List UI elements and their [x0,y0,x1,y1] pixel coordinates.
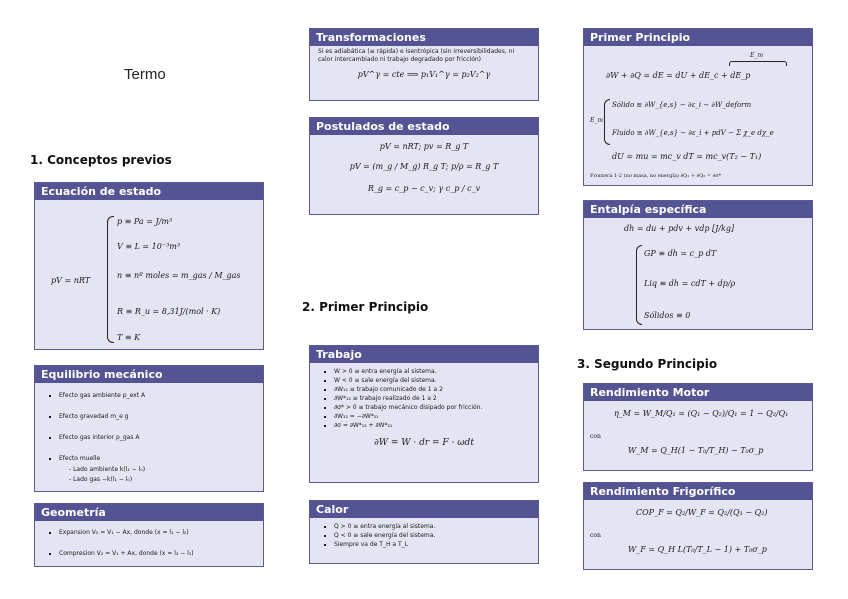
box-title: Calor [310,501,538,518]
equation-row: R ≡ R_u = 8,31J/(mol · K) [117,307,221,316]
box-rendimiento-motor [583,383,813,471]
equation-row: Sólido ≡ ∂W_{e,s} − ∂ε_i − ∂W_deform [612,101,752,109]
box-entalpia [583,200,813,330]
box-title: Rendimiento Motor [584,384,812,401]
text-con: con [590,532,601,539]
equation-row: p ≡ Pa = J/m³ [117,217,173,226]
page-title: Termo [124,66,166,83]
list-item: ▪ Efecto gravedad m_e g [59,412,255,421]
equation-row: V ≡ L = 10⁻³m³ [117,242,181,251]
equation: pV = nRT; pv = R_g T [379,142,469,151]
box-title: Primer Principio [584,29,812,46]
note: Frontera 1-2 (no masa, no energía) ∂Q₁ + ∂Q₂ = ∂σ* [590,173,722,179]
box-title: Rendimiento Frigorífico [584,483,812,500]
box-title: Ecuación de estado [35,183,263,200]
equation: ∂W = W · dr = F · ωdt [374,438,474,448]
box-trabajo [309,345,539,483]
equation-lhs: E_m [590,117,604,124]
section-heading-segundo: 3. Segundo Principio [577,357,718,371]
equation-row: Liq ≡ dh = cdT + dp/ρ [644,279,736,288]
equation: η_M = W_M/Q₁ = (Q₁ − Q₂)/Q₁ = 1 − Q₂/Q₁ [614,409,789,418]
list-item: ▪ Compresion V₂ = V₁ + Ax, donde (x = l₂ − l₁) [59,549,255,558]
text-con: con [590,433,601,440]
equation: W_M = Q_H(1 − T₀/T_H) − T₀σ_p [628,446,764,455]
brace [604,99,610,145]
list-item: ▪ Efecto gas interior p_gas A [59,433,255,442]
list-item: ▪ ∂W₁₂ ≡ trabajo comunicado de 1 a 2 [334,385,530,394]
equation-row: Sólidos ≡ 0 [644,311,691,320]
trabajo-list [318,367,530,430]
paragraph: Si es adiabática (≡ rápida) e isentrópica (sin irreversibilidades, ni calor intercambiado ni trabajo degradado por fricción) [318,48,515,63]
equation-row: GP ≡ dh = c_p dT [644,249,717,258]
list-item: ▪ ∂σ* > 0 ≡ trabajo mecánico disipado por fricción. [334,403,530,412]
equation: pV^γ = cte ⟹ p₁V₁^γ = p₂V₂^γ [357,70,491,79]
box-title: Trabajo [310,346,538,363]
list-item: ▪ Expansion V₂ = V₁ − Ax, donde (x = l₁ − l₂) [59,528,255,537]
overbrace-label: E_m [750,52,764,59]
list-item: ▪ Efecto gas ambiente p_ext A [59,391,255,400]
equation-row: T ≡ K [117,333,141,342]
box-rendimiento-frigorifico [583,482,813,570]
list-item: ▪ Efecto muelle [59,454,255,463]
equation: W_F = Q_H L(T₀/T_L − 1) + T₀σ_p [628,545,767,554]
equation: dU = mu = mc_v dT = mc_v(T₂ − T₁) [612,152,762,161]
box-calor [309,500,539,564]
list-subitem: - Lado gas −k(l₁ − l₀) [69,476,133,483]
section-heading-conceptos: 1. Conceptos previos [30,153,172,167]
overbrace [729,61,787,66]
equation: R_g = c_p − c_v; γ c_p / c_v [367,184,481,193]
box-title: Geometría [35,504,263,521]
equation: pV = (m_g / M_g) R_g T; p/ρ = R_g T [349,162,499,171]
box-title: Postulados de estado [310,118,538,135]
list-item: ▪ W > 0 ≡ entra energía al sistema. [334,367,530,376]
equation-row: n ≡ nº moles = m_gas / M_gas [117,271,241,280]
box-equilibrio-mecanico [34,365,264,492]
list-item: ▪ Siempre va de T_H a T_L [334,540,530,549]
equation-lhs: pV = nRT [51,276,91,285]
equation: COP_F = Q₂/W_F = Q₂/(Q₁ − Q₂) [636,508,768,517]
brace [107,216,114,343]
list-subitem: - Lado ambiente k(l₁ − l₀) [69,466,146,473]
box-primer-principio [583,28,813,186]
list-item: ▪ W < 0 ≡ sale energía del sistema. [334,376,530,385]
list-item: ▪ Q > 0 ≡ entra energía al sistema. [334,522,530,531]
equation: dh = du + pdv + vdp [J/kg] [624,224,735,233]
section-heading-primer: 2. Primer Principio [302,300,429,314]
list-item: ▪ Q < 0 ≡ sale energía del sistema. [334,531,530,540]
box-title: Equilibrio mecánico [35,366,263,383]
equation: ∂W + ∂Q = dE = dU + dE_c + dE_p [606,71,751,80]
list-item: ▪ ∂W₁₂ = −∂W*₂₁ [334,412,530,421]
list-item: ▪ ∂σ = ∂W*₁₂ + ∂W*₂₁ [334,421,530,430]
box-transformaciones [309,28,539,101]
equation-row: Fluido ≡ ∂W_{e,s} − ∂ε_i + pdV − Σ χ_e dχ_e [612,129,774,137]
list-item: ▪ ∂W*₁₂ ≡ trabajo realizado de 1 a 2 [334,394,530,403]
box-ecuacion-estado [34,182,264,350]
box-geometria [34,503,264,567]
box-title: Transformaciones [310,29,538,46]
brace [636,245,642,325]
box-postulados [309,117,539,215]
box-title: Entalpía específica [584,201,812,218]
